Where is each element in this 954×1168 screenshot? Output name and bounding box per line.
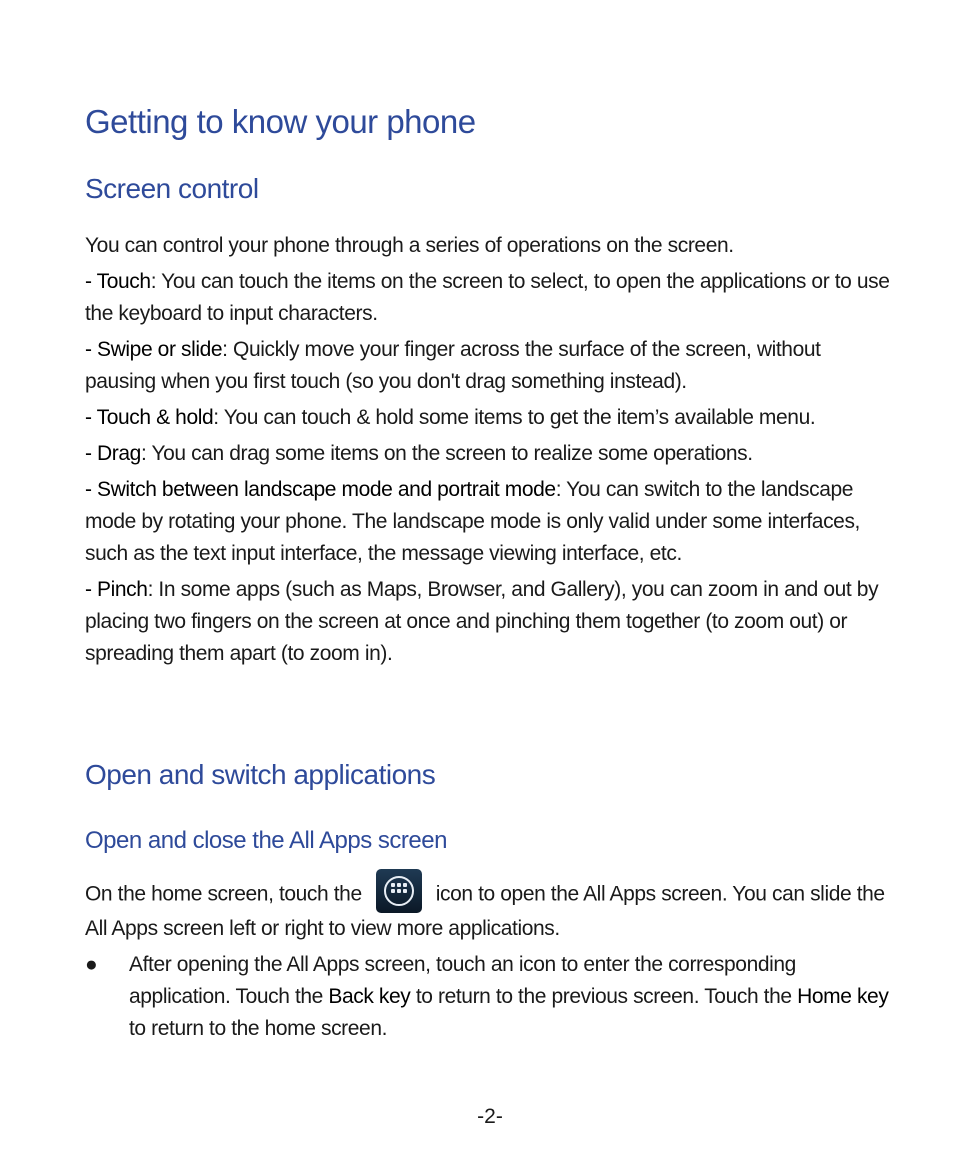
all-apps-paragraph bbox=[85, 877, 895, 945]
term-back-key: Back key bbox=[328, 985, 411, 1008]
section-heading-screen-control: Screen control bbox=[85, 173, 259, 204]
item-touch-hold bbox=[85, 402, 895, 434]
screen-control-body bbox=[85, 230, 895, 674]
desc-drag: : You can drag some items on the screen to realize some operations. bbox=[140, 442, 753, 465]
item-landscape bbox=[85, 474, 895, 570]
intro-paragraph: You can control your phone through a series of operations on the screen. bbox=[85, 234, 734, 257]
bullet-icon: ● bbox=[85, 953, 98, 976]
term-home-key: Home key bbox=[797, 985, 889, 1008]
term-touch-hold: - Touch & hold bbox=[85, 406, 214, 429]
desc-landscape: : You can switch to the landscape mode by rotating your phone. The landscape mode is only valid under some interfaces, such as the text input interface, the message viewing interface, etc. bbox=[85, 478, 860, 565]
page-title: Getting to know your phone bbox=[85, 103, 476, 140]
item-pinch bbox=[85, 574, 895, 670]
para-after-icon: icon to open the All Apps screen. You can slide the All Apps screen left or right to view more applications. bbox=[85, 882, 885, 940]
page-number: -2- bbox=[477, 1105, 503, 1128]
subheading-all-apps: Open and close the All Apps screen bbox=[85, 827, 447, 854]
desc-touch: : You can touch the items on the screen to select, to open the applications or to use the keyboard to input characters. bbox=[85, 270, 890, 325]
all-apps-body bbox=[85, 877, 895, 1049]
desc-swipe: : Quickly move your finger across the surface of the screen, without pausing when you first touch (so you don't drag something instead). bbox=[85, 338, 821, 393]
bullet-text-2: to return to the previous screen. Touch the bbox=[410, 985, 798, 1008]
term-swipe: - Swipe or slide bbox=[85, 338, 223, 361]
item-touch bbox=[85, 266, 895, 330]
list-item bbox=[85, 949, 895, 1045]
desc-pinch: : In some apps (such as Maps, Browser, and Gallery), you can zoom in and out by placing two fingers on the screen at once and pinching them together (to zoom out) or spreading them apart (to zoom in). bbox=[85, 578, 879, 665]
bullet-text-3: to return to the home screen. bbox=[129, 1017, 388, 1040]
item-drag bbox=[85, 438, 895, 470]
desc-touch-hold: : You can touch & hold some items to get the item’s available menu. bbox=[213, 406, 816, 429]
term-drag: - Drag bbox=[85, 442, 141, 465]
para-before-icon: On the home screen, touch the bbox=[85, 882, 362, 906]
term-pinch: - Pinch bbox=[85, 578, 148, 601]
term-landscape: - Switch between landscape mode and portrait mode bbox=[85, 478, 556, 501]
term-touch: - Touch bbox=[85, 270, 151, 293]
item-swipe bbox=[85, 334, 895, 398]
bullet-text-1: After opening the All Apps screen, touch an icon to enter the corresponding application. Touch the bbox=[129, 953, 796, 1008]
section-heading-open-switch: Open and switch applications bbox=[85, 759, 436, 790]
all-apps-icon bbox=[376, 869, 422, 913]
